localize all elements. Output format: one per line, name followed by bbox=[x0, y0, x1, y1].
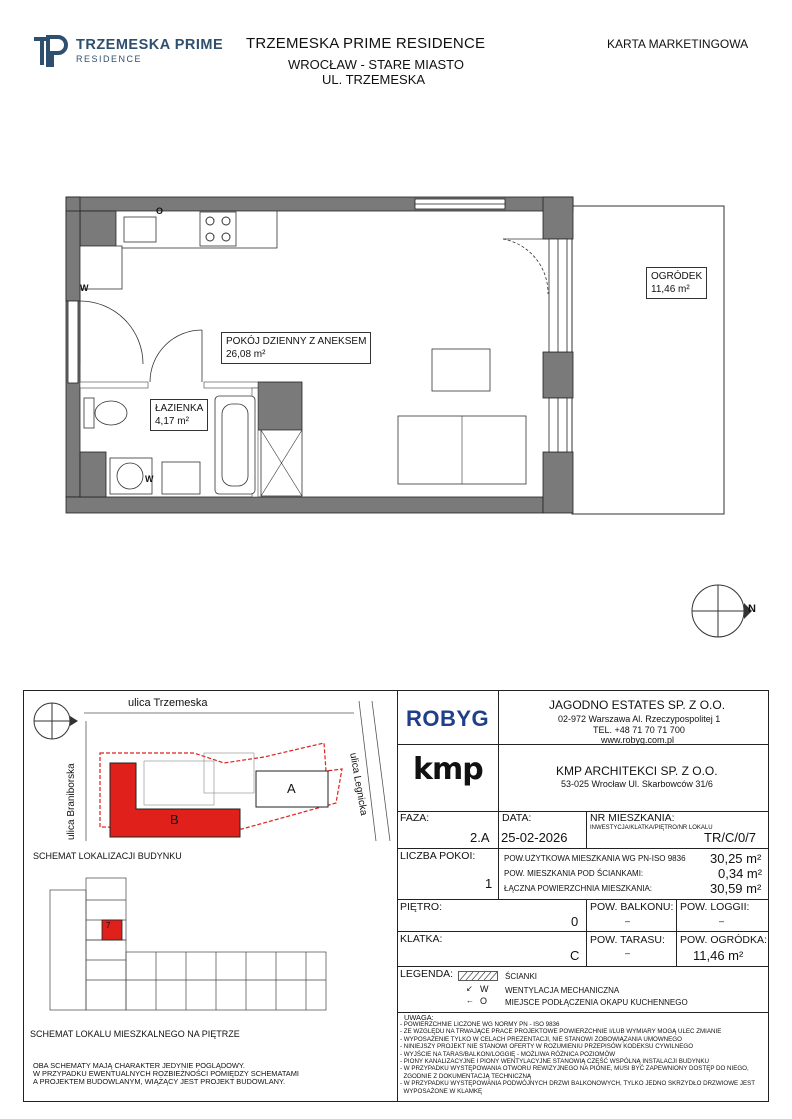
note-line: - POWIERZCHNIE LICZONE WG NORMY PN - ISO 9836 bbox=[400, 1021, 560, 1028]
logo-name: TRZEMESKA PRIME bbox=[76, 37, 224, 53]
note-line: - W PRZYPADKU WYSTĘPOWANIA PODWÓJNYCH DRZWI BALKONOWYCH, TYLKO JEDNO SKRZYDŁO DRZWIOWE JEST bbox=[400, 1080, 756, 1088]
faza-label: FAZA: bbox=[400, 812, 430, 824]
taras-value: – bbox=[625, 948, 631, 958]
disclaimer-1: OBA SCHEMATY MAJĄ CHARAKTER JEDYNIE POGLĄDOWY. bbox=[33, 1061, 245, 1070]
note-line: - NINIEJSZY PROJEKT NIE STANOWI OFERTY W ROZUMIENIU PRZEPISÓW KODEKSU CYWILNEGO bbox=[400, 1043, 694, 1051]
garden-area bbox=[572, 206, 724, 514]
legend-text: WENTYLACJA MECHANICZNA bbox=[505, 986, 620, 995]
nr-label: NR MIESZKANIA: bbox=[590, 812, 675, 824]
robyg-logo: ROBYG bbox=[406, 706, 490, 731]
balkon-label: POW. BALKONU: bbox=[590, 901, 674, 913]
note-line: - PIONY KANALIZACYJNE I PIONY WENTYLACYJNE STANOWIĄ CZĘŚĆ WSPÓLNĄ INSTALACJI BUDYNKU bbox=[400, 1058, 709, 1066]
room-area: 11,46 m² bbox=[651, 284, 690, 295]
hatch-legend-icon bbox=[458, 971, 498, 981]
apartment-highlight bbox=[102, 920, 122, 940]
legend-symbol: W bbox=[480, 984, 489, 994]
logo bbox=[32, 34, 72, 68]
note-line: - ZE WZGLĘDU NA TRWAJĄCE PRACE PROJEKTOWE POWIERZCHNIE I/LUB WYMIARY MOGĄ ULEC ZMIANIE bbox=[400, 1028, 722, 1036]
north-label: N bbox=[748, 603, 756, 615]
pietro-value: 0 bbox=[571, 914, 579, 929]
data-label: DATA: bbox=[502, 812, 532, 824]
ventilation-legend-icon: ↙ bbox=[466, 984, 473, 993]
loggia-label: POW. LOGGII: bbox=[680, 901, 750, 913]
architect-address: 53-025 Wrocław Ul. Skarbowców 31/6 bbox=[561, 779, 713, 789]
architect-name: KMP ARCHITEKCI SP. Z O.O. bbox=[556, 764, 718, 778]
room-name: ŁAZIENKA bbox=[155, 403, 204, 414]
kmp-logo: kmp bbox=[413, 752, 483, 787]
ventilation-marker-bath: W bbox=[145, 474, 154, 484]
room-label-living bbox=[221, 332, 371, 364]
north-arrow-icon bbox=[692, 585, 752, 637]
area-row-label: POW.UŻYTKOWA MIESZKANIA WG PN-ISO 9836 bbox=[504, 854, 686, 863]
nr-sublabel: INWESTYCJA/KLATKA/PIĘTRO/NR LOKALU bbox=[590, 825, 713, 831]
room-area: 4,17 m² bbox=[155, 416, 189, 427]
note-line: - WYPOSAŻENIE TYLKO W CELACH PREZENTACJI, NIE STANOWI ZOBOWIĄZANIA UMOWNEGO bbox=[400, 1035, 682, 1043]
building-a-label: A bbox=[287, 781, 296, 796]
legend-text: MIEJSCE PODŁĄCZENIA OKAPU KUCHENNEGO bbox=[505, 998, 688, 1007]
area-row-value: 0,34 m² bbox=[718, 866, 763, 881]
logo-sub: RESIDENCE bbox=[76, 54, 143, 64]
developer-name: JAGODNO ESTATES SP. Z O.O. bbox=[549, 698, 726, 712]
data-value: 25-02-2026 bbox=[501, 830, 568, 845]
balkon-value: – bbox=[625, 916, 631, 926]
card-type: KARTA MARKETINGOWA bbox=[607, 37, 749, 51]
klatka-value: C bbox=[570, 948, 580, 963]
caption-building: SCHEMAT LOKALIZACJI BUDYNKU bbox=[33, 851, 182, 861]
room-name: OGRÓDEK bbox=[651, 271, 703, 282]
developer-address: 02-972 Warszawa Al. Rzeczypospolitej 1 bbox=[558, 714, 721, 724]
area-row-label: ŁĄCZNA POWIERZCHNIA MIESZKANIA: bbox=[504, 884, 653, 893]
faza-value: 2.A bbox=[470, 830, 490, 845]
disclaimer-2: W PRZYPADKU EWENTUALNYCH ROZBIEŻNOŚCI POMIĘDZY SCHEMATAMI bbox=[33, 1069, 299, 1078]
taras-label: POW. TARASU: bbox=[590, 934, 665, 946]
developer-web: www.robyg.com.pl bbox=[601, 735, 675, 745]
street-left: ulica Braniborska bbox=[66, 763, 77, 840]
floor-schematic bbox=[44, 870, 344, 1020]
street-top: ulica Trzemeska bbox=[128, 697, 208, 709]
notes-title: UWAGA: bbox=[404, 1013, 434, 1022]
hood-legend-icon: ← bbox=[466, 996, 474, 1005]
room-label-garden bbox=[646, 267, 707, 299]
floor-plan bbox=[0, 180, 792, 650]
ventilation-marker: W bbox=[80, 283, 89, 293]
logo-mark-icon bbox=[32, 34, 72, 68]
street-right: ulica Legnicka bbox=[347, 752, 370, 817]
loggia-value: – bbox=[719, 916, 725, 926]
note-line: - WYJŚCIE NA TARAS/BALKON/LOGGIĘ - MOŻLIWA RÓŻNICA POZIOMÓW bbox=[400, 1050, 616, 1058]
ogrodek-value: 11,46 m² bbox=[693, 948, 744, 963]
page-title: TRZEMESKA PRIME RESIDENCE bbox=[246, 35, 486, 52]
legend-text: ŚCIANKI bbox=[505, 972, 538, 981]
pietro-label: PIĘTRO: bbox=[400, 901, 443, 913]
disclaimer-3: A PROJEKTEM BUDOWLANYM, WIĄŻĄCY JEST PROJEKT BUDOWLANY. bbox=[33, 1077, 286, 1086]
legenda-label: LEGENDA: bbox=[400, 968, 454, 980]
pokoje-label: LICZBA POKOI: bbox=[400, 850, 476, 862]
area-row-label: POW. MIESZKANIA POD ŚCIANKAMI: bbox=[504, 869, 644, 878]
page-subtitle-city: WROCŁAW - STARE MIASTO bbox=[288, 57, 464, 72]
area-row-value: 30,25 m² bbox=[710, 851, 762, 866]
note-line: - W PRZYPADKU WYSTĘPOWANIA OTWORU REWIZYJNEGO NA PIONIE, MUSI BYĆ ZAPEWNIONY DOSTĘP DO NIEGO, bbox=[400, 1065, 749, 1073]
room-area: 26,08 m² bbox=[226, 349, 266, 360]
notes-list bbox=[400, 1021, 766, 1095]
note-line: ZGODNIE Z DOKUMENTACJĄ TECHNICZNĄ bbox=[400, 1072, 532, 1080]
location-map bbox=[24, 691, 396, 841]
klatka-label: KLATKA: bbox=[400, 933, 443, 945]
apartment-marker: 7 bbox=[106, 921, 111, 930]
caption-floor: SCHEMAT LOKALU MIESZKALNEGO NA PIĘTRZE bbox=[30, 1029, 240, 1039]
room-name: POKÓJ DZIENNY Z ANEKSEM bbox=[226, 336, 367, 347]
page-subtitle-street: UL. TRZEMESKA bbox=[322, 72, 426, 87]
pokoje-value: 1 bbox=[485, 876, 493, 891]
area-row-value: 30,59 m² bbox=[710, 881, 762, 896]
legend-symbol: O bbox=[480, 996, 488, 1006]
ogrodek-label: POW. OGRÓDKA: bbox=[680, 934, 767, 946]
building-b-label: B bbox=[170, 812, 179, 827]
room-label-bathroom bbox=[150, 399, 208, 431]
hood-marker: O bbox=[156, 206, 164, 216]
developer-phone: TEL. +48 71 70 71 700 bbox=[593, 725, 685, 735]
note-line: WYPOSAŻONE W KLAMKĘ bbox=[400, 1087, 483, 1095]
nr-value: TR/C/0/7 bbox=[704, 830, 757, 845]
